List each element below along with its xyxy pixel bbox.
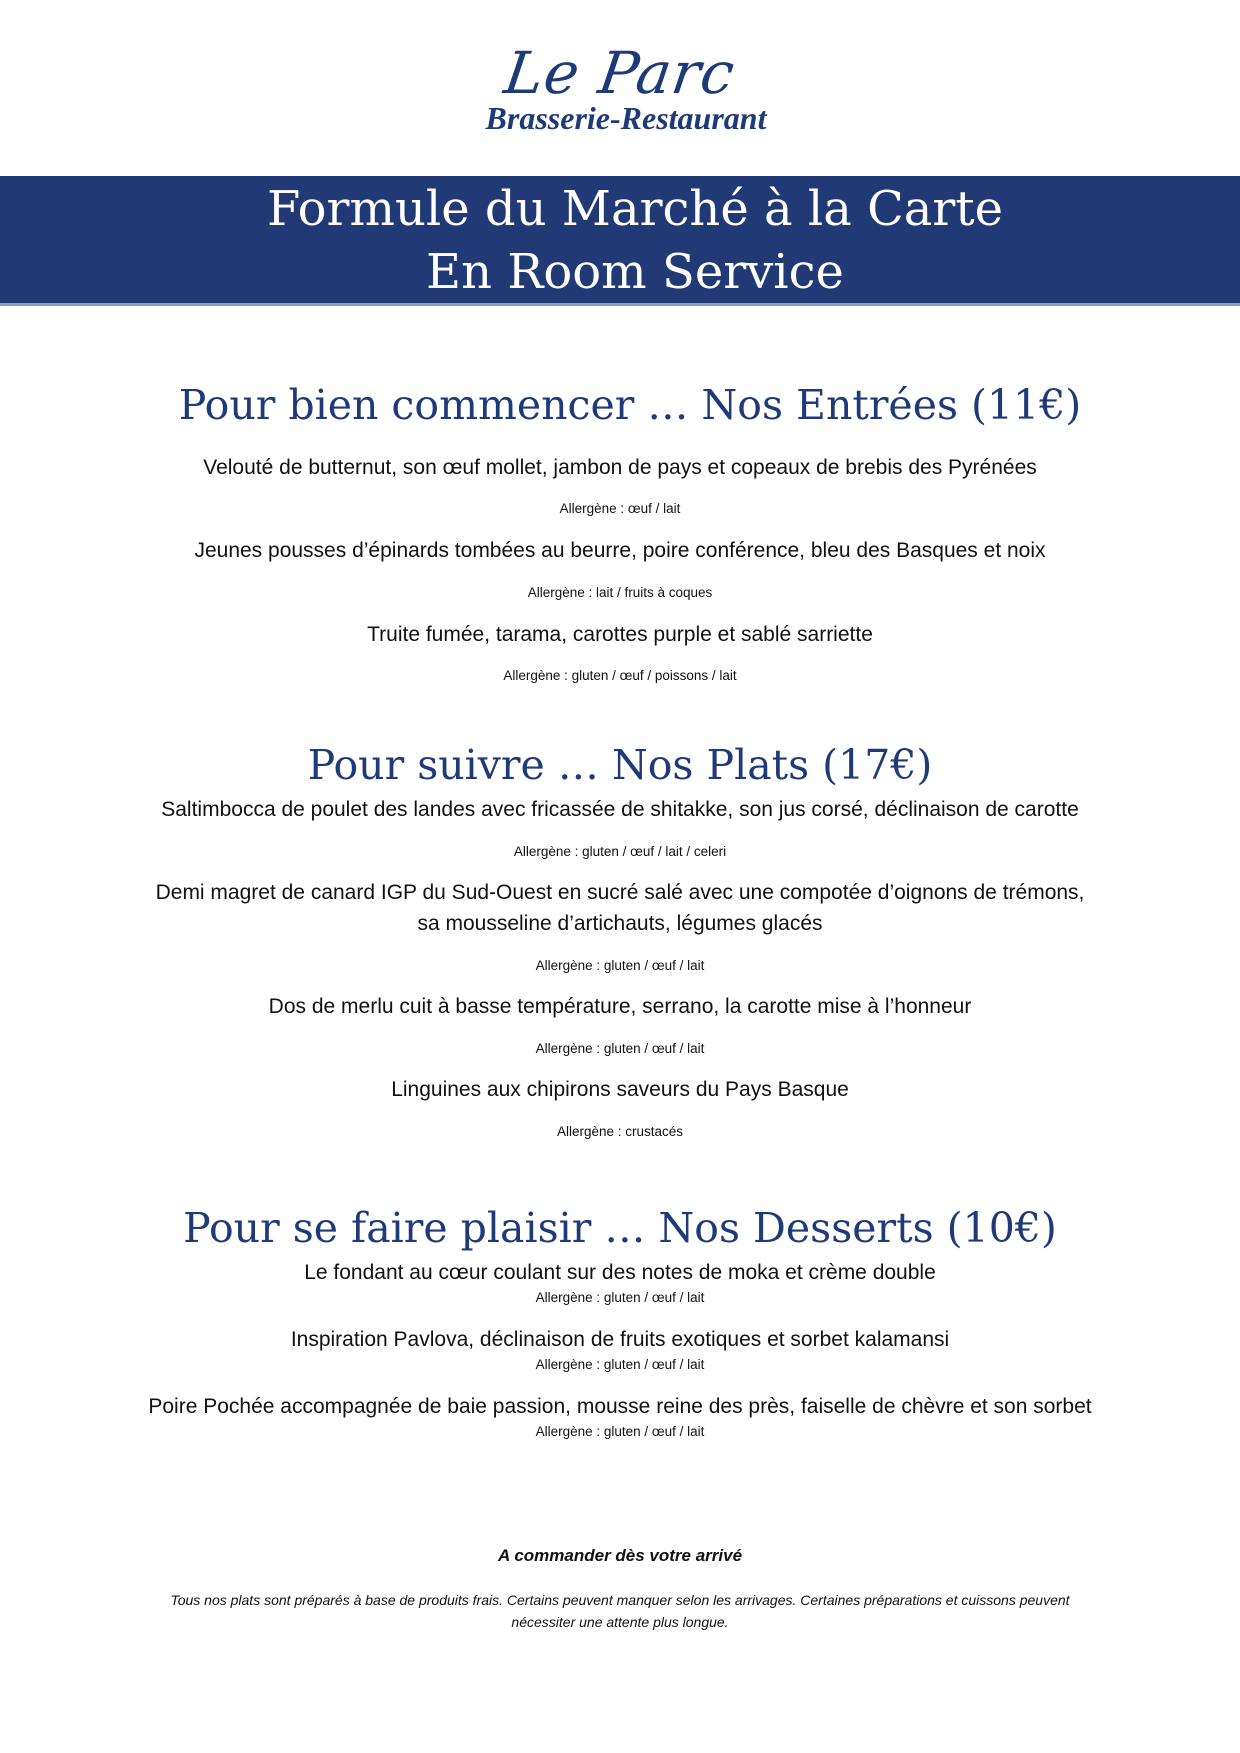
dish-plat-2-line1: Demi magret de canard IGP du Sud-Ouest en sucré salé avec une compotée d’oignons de trémons,	[155, 881, 1085, 904]
dish-plat-1: Saltimbocca de poulet des landes avec fricassée de shitakke, son jus corsé, déclinaison de carotte	[161, 798, 1079, 821]
banner-title-line2: En Room Service	[426, 244, 844, 300]
dish-entree-2: Jeunes pousses d’épinards tombées au beurre, poire conférence, bleu des Basques et noix	[194, 539, 1046, 562]
dish-entree-3: Truite fumée, tarama, carottes purple et sablé sarriette	[367, 623, 873, 646]
section-title-desserts: Pour se faire plaisir … Nos Desserts (10€)	[183, 1204, 1057, 1252]
dish-plat-4: Linguines aux chipirons saveurs du Pays Basque	[391, 1078, 849, 1101]
logo-subtitle: Brasserie-Restaurant	[485, 100, 767, 136]
allergen-dessert-3: Allergène : gluten / œuf / lait	[535, 1424, 705, 1439]
section-title-entrees: Pour bien commencer … Nos Entrées (11€)	[178, 381, 1082, 429]
section-title-plats: Pour suivre … Nos Plats (17€)	[307, 741, 933, 789]
allergen-entree-1: Allergène : œuf / lait	[559, 501, 681, 516]
dish-plat-3: Dos de merlu cuit à basse température, serrano, la carotte mise à l’honneur	[268, 995, 972, 1018]
dish-entree-1: Velouté de butternut, son œuf mollet, jambon de pays et copeaux de brebis des Pyrénées	[203, 456, 1037, 479]
allergen-plat-1: Allergène : gluten / œuf / lait / celeri	[513, 844, 727, 859]
allergen-dessert-2: Allergène : gluten / œuf / lait	[535, 1357, 705, 1372]
dish-plat-2-line2: sa mousseline d’artichauts, légumes glacés	[417, 912, 823, 935]
dish-dessert-3: Poire Pochée accompagnée de baie passion, mousse reine des près, faiselle de chèvre et son sorbet	[148, 1395, 1092, 1418]
allergen-entree-2: Allergène : lait / fruits à coques	[527, 585, 713, 600]
allergen-plat-4: Allergène : crustacés	[556, 1124, 684, 1139]
dish-dessert-1: Le fondant au cœur coulant sur des notes de moka et crème double	[304, 1261, 936, 1284]
allergen-entree-3: Allergène : gluten / œuf / poissons / lait	[503, 668, 737, 683]
allergen-dessert-1: Allergène : gluten / œuf / lait	[535, 1290, 705, 1305]
logo-script-text: Le Parc	[500, 39, 740, 107]
restaurant-logo	[0, 39, 1240, 136]
allergen-plat-2: Allergène : gluten / œuf / lait	[535, 958, 705, 973]
order-notice: A commander dès votre arrivé	[497, 1546, 743, 1565]
menu-header-banner	[0, 176, 1240, 306]
banner-title-line1: Formule du Marché à la Carte	[266, 181, 1004, 237]
fresh-products-disclaimer: Tous nos plats sont préparés à base de produits frais. Certains peuvent manquer selon les arrivages. Certaines préparations et cuissons peuvent nécessiter une attente plus longue.	[170, 1592, 1070, 1630]
dish-dessert-2: Inspiration Pavlova, déclinaison de fruits exotiques et sorbet kalamansi	[290, 1328, 950, 1351]
allergen-plat-3: Allergène : gluten / œuf / lait	[535, 1041, 705, 1056]
